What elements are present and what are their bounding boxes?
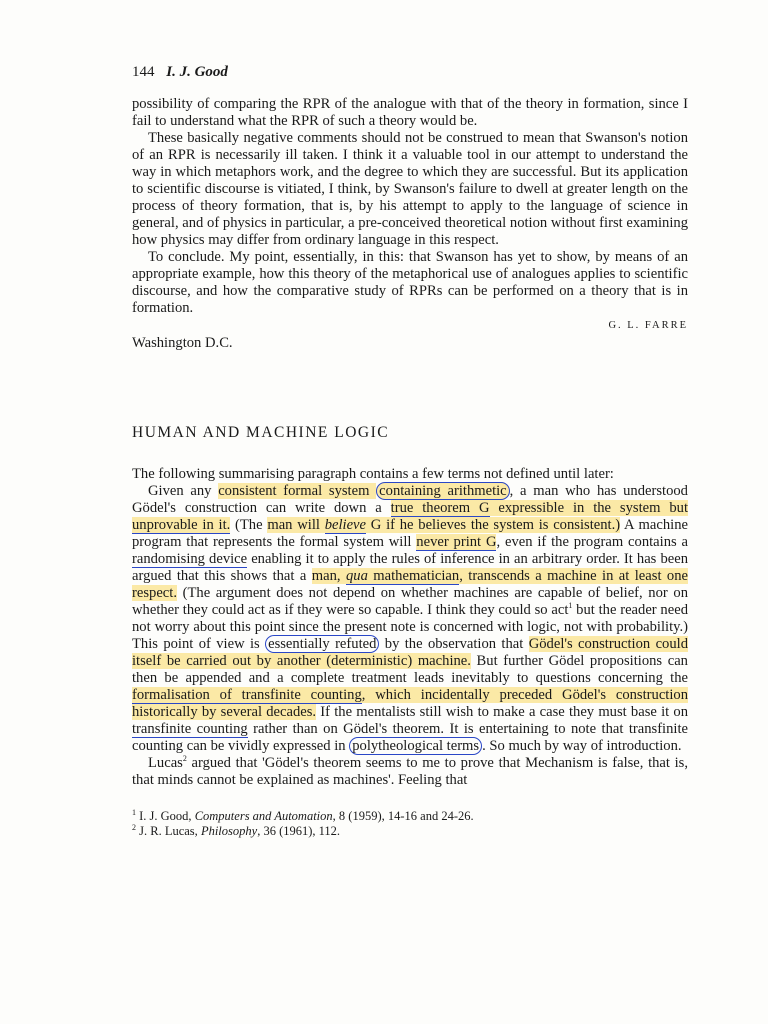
pen-circle: essentially refuted (265, 635, 379, 653)
pen-circle: polytheological terms (349, 737, 482, 755)
paragraph: To conclude. My point, essentially, in this: that Swanson has yet to show, by means of an appropriate example, how this theory of the metaphorical use of analogues applies to scientific discourse, and how the comparative study of RPRs can be performed on a theory that is in formation. (132, 249, 688, 316)
highlight: true theorem G (390, 500, 490, 516)
paragraph: possibility of comparing the RPR of the analogue with that of the theory in formation, since I fail to understand what the RPR of such a theory would be. (132, 96, 688, 129)
article-title: HUMAN AND MACHINE LOGIC (132, 424, 390, 441)
highlight: never print G (416, 534, 497, 550)
highlight: consistent formal system (218, 483, 377, 499)
highlight: G if he believes the system is consistent.) (366, 517, 621, 533)
signature: G. L. FARRE (608, 320, 688, 331)
highlight: formalisation of transfinite counting (132, 687, 362, 703)
pen-underline: transfinite counting (132, 721, 248, 737)
highlight: , which incidentally preceded Gödel's construction historically by several decades. (132, 687, 688, 720)
highlight: man will (267, 517, 325, 533)
pen-underline: randomising device (132, 551, 248, 567)
footnote-ref: 2 (182, 754, 187, 764)
highlight: unprovable in it. (132, 517, 231, 533)
intro-paragraph: The following summarising paragraph contains a few terms not defined until later: (132, 466, 614, 482)
page (132, 64, 688, 839)
paragraph: Lucas$^2$ argued that 'Gödel's theorem seems to me to prove that Mechanism is false, that is, that minds cannot be explained as machines'. Feeling that (132, 754, 688, 788)
highlight: believe (324, 517, 367, 533)
paragraph: These basically negative comments should not be construed to mean that Swanson's notion of an RPR is necessarily ill taken. I think it a valuable tool in our attempt to understand the way in which metaphors work, and the degree to which they are successful. But its application to scientific discourse is vitiated, I think, by Swanson's failure to dwell at greater length on the process of theory formation, that is, by his attempt to apply to the language of science in general, and of physics in particular, a pre-conceived theoretical notion without first examining how physics may differ from ordinary language in this respect. (132, 130, 688, 248)
highlight: mathematician (367, 568, 460, 584)
highlight: man, (311, 568, 346, 584)
footnote-ref: 1 (568, 601, 573, 611)
summary-paragraph: Given any consistent formal system containing arithmetic , a man who has understood Gödel's construction can write down a true theorem G expressible in the system but unprovable in it. (The man will believe G if he believes the system is consistent.) A machine program that represents the formal system will never print G, even if the program contains a randomising device enabling it to apply the rules of inference in an arbitrary order. It has been argued that this shows that a man, qua mathematician, transcends a machine in at least one respect. (The argument does not depend on whether machines are capable of belief, nor on whether they could act as if they were so capable. I think they could so act$^1$ but the reader need not worry about this point since the present note is concerned with logic, not with probability.) This point of view is essentially refuted by the observation that Gödel's construction could itself be carried out by another (deterministic) machine. But further Gödel propositions can then be appended and a complete treatment leads inevitably to questions concerning the formalisation of transfinite counting, which incidentally preceded Gödel's construction historically by several decades. If the mentalists still wish to make a case they must base it on transfinite counting rather than on Gödel's theorem. It is entertaining to note that transfinite counting can be vividly expressed in polytheological terms . So much by way of introduction. (132, 483, 689, 754)
highlight: expressible in the system but (489, 500, 689, 516)
running-head (132, 64, 688, 84)
highlight: , transcends a machine in at least one respect. (132, 568, 688, 601)
page-number: 144 (132, 64, 155, 80)
highlight: qua (345, 568, 368, 584)
running-head-author: I. J. Good (166, 64, 228, 80)
footnotes (132, 809, 688, 839)
highlight: Gödel's construction could itself be carried out by another (deterministic) machine. (132, 636, 688, 669)
footnote: $^2$ J. R. Lucas, Philosophy, 36 (1961), 112. (132, 822, 341, 838)
place-line: Washington D.C. (132, 335, 233, 351)
pen-circle: containing arithmetic (376, 482, 510, 500)
footnote: $^1$ I. J. Good, Computers and Automation, 8 (1959), 14-16 and 24-26. (132, 807, 474, 823)
